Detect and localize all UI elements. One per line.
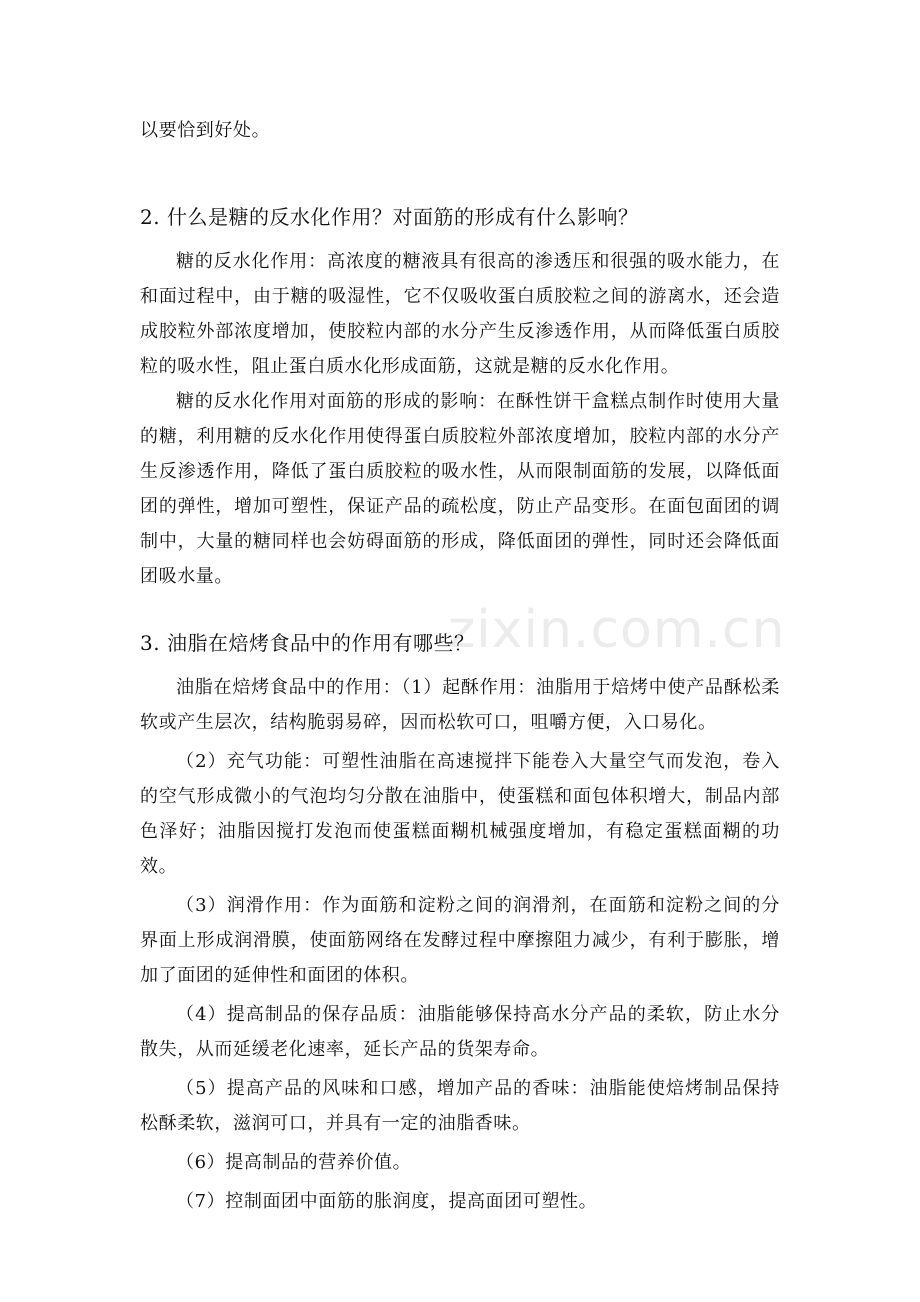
section-2-body (140, 244, 780, 594)
section-3-heading: 3. 油脂在焙烤食品中的作用有哪些？ (140, 631, 475, 655)
section-2-paragraph: 糖的反水化作用对面筋的形成的影响：在酥性饼干盒糕点制作时使用大量的糖，利用糖的反水化作用使得蛋白质胶粒外部浓度增加，胶粒内部的水分产生反渗透作用，降低了蛋白质胶粒的吸水性，从而限制面筋的发展，以降低面团的弹性，增加可塑性，保证产品的疏松度，防止产品变形。在面包面团的调制中，大量的糖同样也会妨碍面筋的形成，降低面团的弹性，同时还会降低面团吸水量。 (140, 391, 780, 587)
carry-over-line: 以要恰到好处。 (140, 120, 271, 141)
section-3-paragraph: 油脂在焙烤食品中的作用：（1）起酥作用：油脂用于焙烤中使产品酥松柔软或产生层次，结构脆弱易碎，因而松软可口，咀嚼方便，入口易化。 (140, 677, 780, 733)
section-3-paragraph: （4）提高制品的保存品质：油脂能够保持高水分产品的柔软，防止水分散失，从而延缓老化速率，延长产品的货架寿命。 (140, 1004, 780, 1060)
section-3-body (140, 670, 780, 1219)
section-3-paragraph: （7）控制面团中面筋的胀润度，提高面团可塑性。 (176, 1191, 598, 1212)
section-3-paragraph: （6）提高制品的营养价值。 (176, 1152, 412, 1173)
section-2-heading: 2. 什么是糖的反水化作用？对面筋的形成有什么影响？ (140, 205, 639, 229)
section-3-paragraph: （5）提高产品的风味和口感，增加产品的香味：油脂能使焙烤制品保持松酥柔软，滋润可口，并具有一定的油脂香味。 (140, 1078, 780, 1134)
carry-over-block (140, 113, 780, 148)
watermark-text: zixin.com.cn (448, 600, 786, 660)
section-3-paragraph: （2）充气功能：可塑性油脂在高速搅拌下能卷入大量空气而发泡，卷入的空气形成微小的气泡均匀分散在油脂中，使蛋糕和面包体积增大，制品内部色泽好；油脂因搅打发泡而使蛋糕面糊机械强度增加，有稳定蛋糕面糊的功效。 (140, 751, 780, 877)
section-2-paragraph: 糖的反水化作用：高浓度的糖液具有很高的渗透压和很强的吸水能力，在和面过程中，由于糖的吸湿性，它不仅吸收蛋白质胶粒之间的游离水，还会造成胶粒外部浓度增加，使胶粒内部的水分产生反渗透作用，从而降低蛋白质胶粒的吸水性，阻止蛋白质水化形成面筋，这就是糖的反水化作用。 (140, 251, 780, 377)
section-3-paragraph: （3）润滑作用：作为面筋和淀粉之间的润滑剂，在面筋和淀粉之间的分界面上形成润滑膜，使面筋网络在发酵过程中摩擦阻力减少，有利于膨胀，增加了面团的延伸性和面团的体积。 (140, 895, 780, 986)
